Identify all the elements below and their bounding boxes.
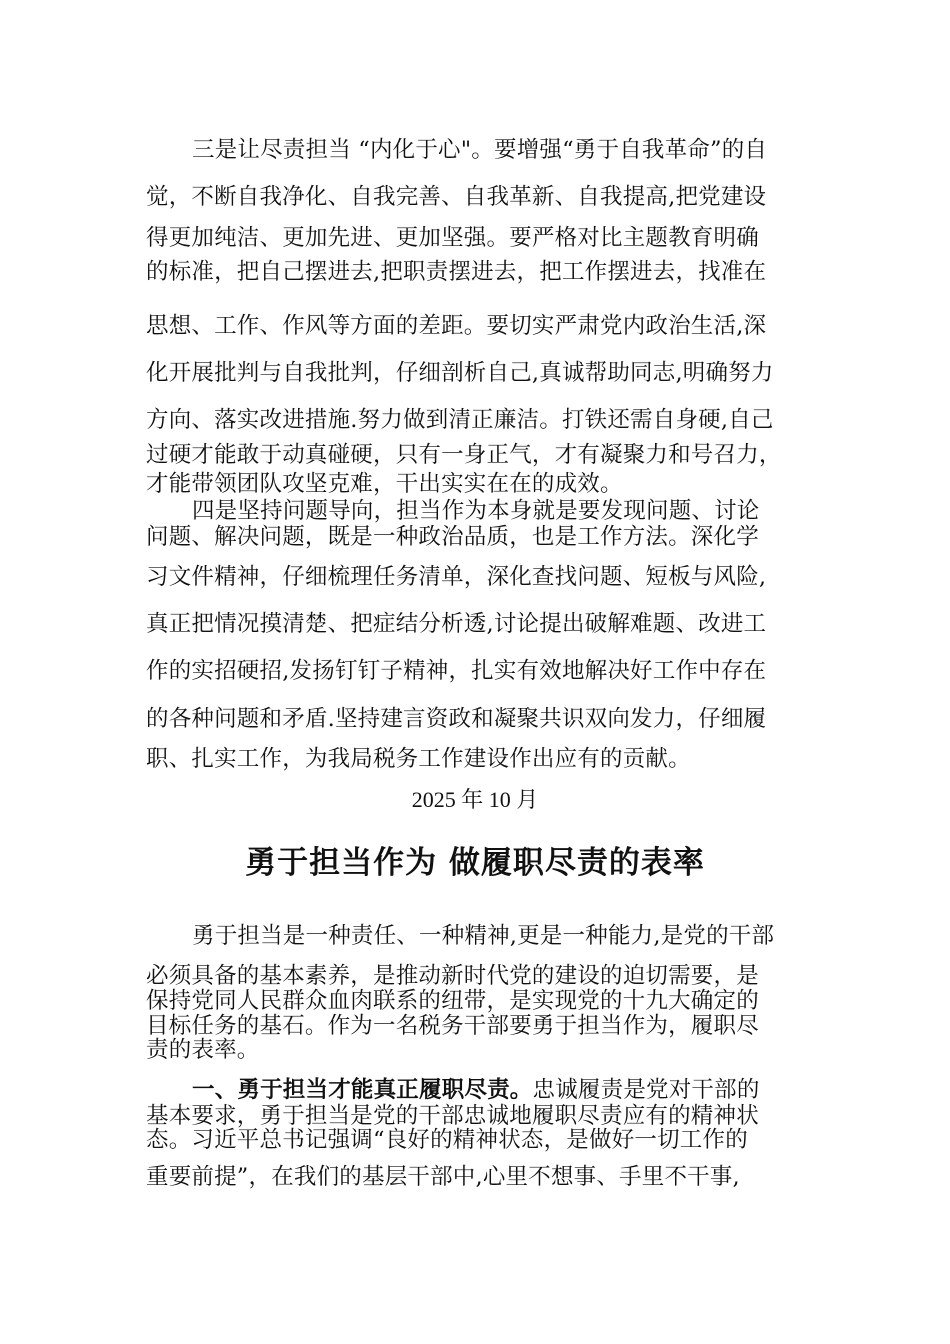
paragraph-4-line-5: 作的实招硬招,发扬钉钉子精神，扎实有效地解决好工作中存在 xyxy=(146,658,767,684)
paragraph-4-line-4: 真正把情况摸清楚、把症结分析透,讨论提出破解难题、改进工 xyxy=(146,611,767,637)
section-1-line-4: 重要前提”，在我们的基层干部中,心里不想事、手里不干事, xyxy=(146,1164,740,1190)
intro-line-5: 责的表率。 xyxy=(146,1037,260,1063)
paragraph-3-line-4: 的标准，把自己摆进去,把职责摆进去，把工作摆进去，找准在 xyxy=(146,259,767,285)
paragraph-3-line-3: 得更加纯洁、更加先进、更加坚强。要严格对比主题教育明确 xyxy=(146,225,759,251)
section-1-line-3: 态。习近平总书记强调“良好的精神状态，是做好一切工作的 xyxy=(146,1127,748,1153)
paragraph-4-line-7: 职、扎实工作，为我局税务工作建设作出应有的贡献。 xyxy=(146,746,691,772)
section-1-heading: 一、勇于担当才能真正履职尽责。 xyxy=(192,1077,533,1103)
paragraph-3-line-9: 才能带领团队攻坚克难，干出实实在在的成效。 xyxy=(146,471,623,497)
paragraph-3-line-7: 方向、落实改进措施.努力做到清正廉洁。打铁还需自身硬,自己 xyxy=(146,407,774,433)
paragraph-3-line-6: 化开展批判与自我批判，仔细剖析自己,真诚帮助同志,明确努力 xyxy=(146,360,774,386)
paragraph-4-line-3: 习文件精神，仔细梳理任务清单，深化查找问题、短板与风险, xyxy=(146,564,767,590)
section-1-first-line-rest: 忠诚履责是党对干部的 xyxy=(532,1077,760,1103)
intro-line-3: 保持党同人民群众血肉联系的纽带，是实现党的十九大确定的 xyxy=(146,988,759,1014)
section-1-line-2: 基本要求，勇于担当是党的干部忠诚地履职尽责应有的精神状 xyxy=(146,1103,759,1129)
document-date: 2025 年 10 月 xyxy=(411,787,539,812)
paragraph-4-line-1: 四是坚持问题导向，担当作为本身就是要发现问题、讨论 xyxy=(192,498,760,524)
section-1-line-1 xyxy=(192,1076,806,1104)
intro-line-1: 勇于担当是一种责任、一种精神,更是一种能力,是党的干部 xyxy=(192,923,775,949)
paragraph-3-line-2: 觉，不断自我净化、自我完善、自我革新、自我提高,把党建设 xyxy=(146,184,767,210)
paragraph-3-line-8: 过硬才能敢于动真碰硬，只有一身正气，才有凝聚力和号召力， xyxy=(146,442,782,468)
intro-line-4: 目标任务的基石。作为一名税务干部要勇于担当作为，履职尽 xyxy=(146,1013,759,1039)
paragraph-3-line-1: 三是让尽责担当 “内化于心"。要增强“勇于自我革命”的自 xyxy=(192,137,768,163)
document-title: 勇于担当作为 做履职尽责的表率 xyxy=(245,845,705,881)
paragraph-3-line-5: 思想、工作、作风等方面的差距。要切实严肃党内政治生活,深 xyxy=(146,313,767,339)
paragraph-4-line-6: 的各种问题和矛盾.坚持建言资政和凝聚共识双向发力，仔细履 xyxy=(146,706,767,732)
intro-line-2: 必须具备的基本素养，是推动新时代党的建设的迫切需要，是 xyxy=(146,963,759,989)
paragraph-4-line-2: 问题、解决问题，既是一种政治品质，也是工作方法。深化学 xyxy=(146,524,759,550)
